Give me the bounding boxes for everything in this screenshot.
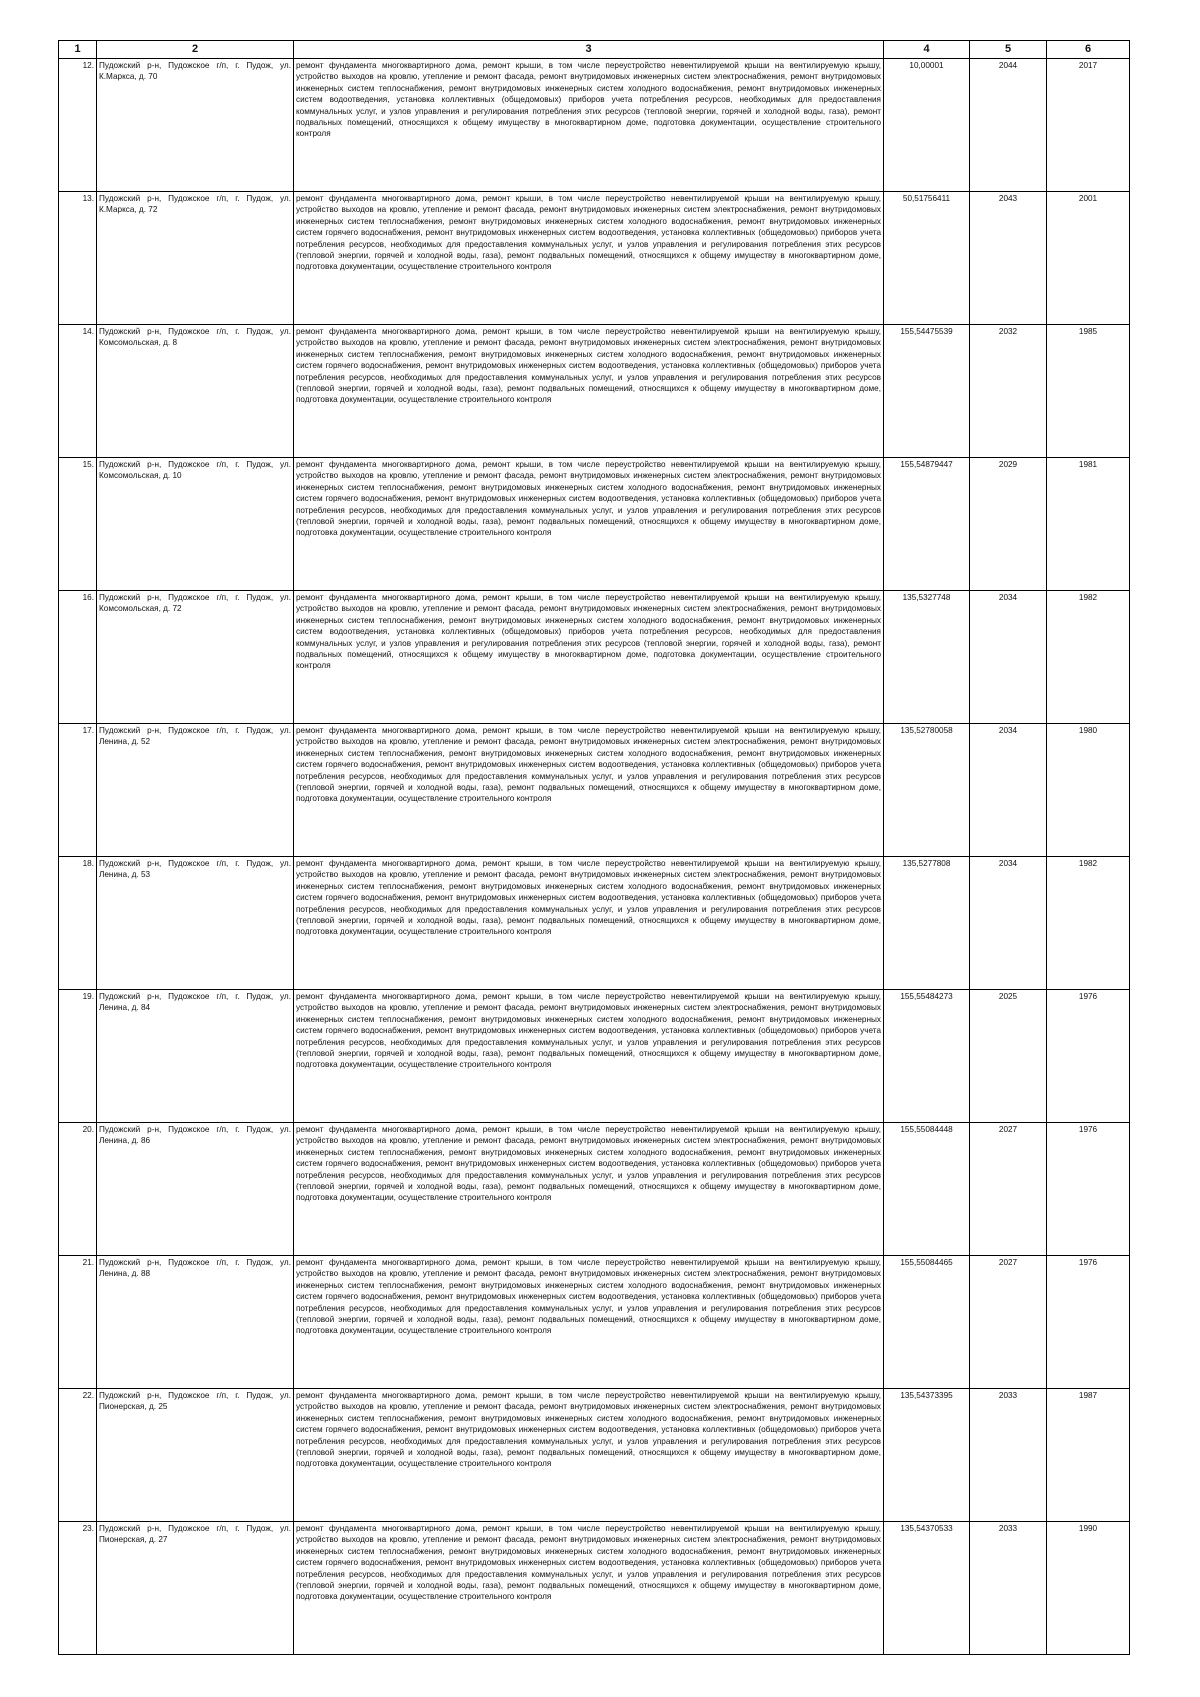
row-number: 13. bbox=[59, 192, 97, 325]
cost-cell: 155,54879447 bbox=[884, 458, 970, 591]
table-row bbox=[59, 1389, 1130, 1522]
plan-year-cell: 2033 bbox=[970, 1522, 1047, 1655]
built-year-cell: 1987 bbox=[1047, 1389, 1130, 1522]
row-number: 18. bbox=[59, 857, 97, 990]
works-cell: ремонт фундамента многоквартирного дома, ремонт крыши, в том числе переустройство невентилируемой крыши на вентилируемую крышу, устройство выходов на кровлю, утепление и ремонт фасада, ремонт внутридомовых инженерных систем электроснабжения, ремонт внутридомовых инженерных систем теплоснабжения, ремонт внутридомовых инженерных систем холодного водоснабжения, ремонт внутридомовых инженерных систем горячего водоснабжения, ремонт внутридомовых инженерных систем водоотведения, установка коллективных (общедомовых) приборов учета потребления ресурсов, необходимых для предоставления коммунальных услуг, и узлов управления и регулирования потребления этих ресурсов (тепловой энергии, горячей и холодной воды, газа), ремонт подвальных помещений, относящихся к общему имуществу в многоквартирном доме, подготовка документации, осуществление строительного контроля bbox=[294, 458, 884, 591]
built-year-cell: 2017 bbox=[1047, 59, 1130, 192]
works-cell: ремонт фундамента многоквартирного дома, ремонт крыши, в том числе переустройство невентилируемой крыши на вентилируемую крышу, устройство выходов на кровлю, утепление и ремонт фасада, ремонт внутридомовых инженерных систем электроснабжения, ремонт внутридомовых инженерных систем теплоснабжения, ремонт внутридомовых инженерных систем холодного водоснабжения, ремонт внутридомовых инженерных систем горячего водоснабжения, ремонт внутридомовых инженерных систем водоотведения, установка коллективных (общедомовых) приборов учета потребления ресурсов, необходимых для предоставления коммунальных услуг, и узлов управления и регулирования потребления этих ресурсов (тепловой энергии, горячей и холодной воды, газа), ремонт подвальных помещений, относящихся к общему имуществу в многоквартирном доме, подготовка документации, осуществление строительного контроля bbox=[294, 1389, 884, 1522]
works-cell: ремонт фундамента многоквартирного дома, ремонт крыши, в том числе переустройство невентилируемой крыши на вентилируемую крышу, устройство выходов на кровлю, утепление и ремонт фасада, ремонт внутридомовых инженерных систем электроснабжения, ремонт внутридомовых инженерных систем теплоснабжения, ремонт внутридомовых инженерных систем холодного водоснабжения, ремонт внутридомовых инженерных систем горячего водоснабжения, ремонт внутридомовых инженерных систем водоотведения, установка коллективных (общедомовых) приборов учета потребления ресурсов, необходимых для предоставления коммунальных услуг, и узлов управления и регулирования потребления этих ресурсов (тепловой энергии, горячей и холодной воды, газа), ремонт подвальных помещений, относящихся к общему имуществу в многоквартирном доме, подготовка документации, осуществление строительного контроля bbox=[294, 1522, 884, 1655]
works-cell: ремонт фундамента многоквартирного дома, ремонт крыши, в том числе переустройство невентилируемой крыши на вентилируемую крышу, устройство выходов на кровлю, утепление и ремонт фасада, ремонт внутридомовых инженерных систем электроснабжения, ремонт внутридомовых инженерных систем теплоснабжения, ремонт внутридомовых инженерных систем холодного водоснабжения, ремонт внутридомовых инженерных систем водоотведения, установка коллективных (общедомовых) приборов учета потребления ресурсов, необходимых для предоставления коммунальных услуг, и узлов управления и регулирования потребления этих ресурсов (тепловой энергии, горячей и холодной воды, газа), ремонт подвальных помещений, относящихся к общему имуществу в многоквартирном доме, подготовка документации, осуществление строительного контроля bbox=[294, 59, 884, 192]
plan-year-cell: 2043 bbox=[970, 192, 1047, 325]
row-number: 12. bbox=[59, 59, 97, 192]
address-cell: Пудожский р-н, Пудожское г/п, г. Пудож, ул. К.Маркса, д. 72 bbox=[97, 192, 294, 325]
col-header-1: 1 bbox=[59, 41, 97, 59]
table-row bbox=[59, 857, 1130, 990]
works-cell: ремонт фундамента многоквартирного дома, ремонт крыши, в том числе переустройство невентилируемой крыши на вентилируемую крышу, устройство выходов на кровлю, утепление и ремонт фасада, ремонт внутридомовых инженерных систем электроснабжения, ремонт внутридомовых инженерных систем теплоснабжения, ремонт внутридомовых инженерных систем холодного водоснабжения, ремонт внутридомовых инженерных систем горячего водоснабжения, ремонт внутридомовых инженерных систем водоотведения, установка коллективных (общедомовых) приборов учета потребления ресурсов, необходимых для предоставления коммунальных услуг, и узлов управления и регулирования потребления этих ресурсов (тепловой энергии, горячей и холодной воды, газа), ремонт подвальных помещений, относящихся к общему имуществу в многоквартирном доме, подготовка документации, осуществление строительного контроля bbox=[294, 325, 884, 458]
built-year-cell: 1990 bbox=[1047, 1522, 1130, 1655]
cost-cell: 155,54475539 bbox=[884, 325, 970, 458]
built-year-cell: 2001 bbox=[1047, 192, 1130, 325]
plan-year-cell: 2029 bbox=[970, 458, 1047, 591]
table-row bbox=[59, 724, 1130, 857]
cost-cell: 50,51756411 bbox=[884, 192, 970, 325]
col-header-5: 5 bbox=[970, 41, 1047, 59]
address-cell: Пудожский р-н, Пудожское г/п, г. Пудож, ул. Пионерская, д. 25 bbox=[97, 1389, 294, 1522]
row-number: 19. bbox=[59, 990, 97, 1123]
cost-cell: 135,52780058 bbox=[884, 724, 970, 857]
address-cell: Пудожский р-н, Пудожское г/п, г. Пудож, ул. Комсомольская, д. 72 bbox=[97, 591, 294, 724]
row-number: 15. bbox=[59, 458, 97, 591]
works-cell: ремонт фундамента многоквартирного дома, ремонт крыши, в том числе переустройство невентилируемой крыши на вентилируемую крышу, устройство выходов на кровлю, утепление и ремонт фасада, ремонт внутридомовых инженерных систем электроснабжения, ремонт внутридомовых инженерных систем теплоснабжения, ремонт внутридомовых инженерных систем холодного водоснабжения, ремонт внутридомовых инженерных систем горячего водоснабжения, ремонт внутридомовых инженерных систем водоотведения, установка коллективных (общедомовых) приборов учета потребления ресурсов, необходимых для предоставления коммунальных услуг, и узлов управления и регулирования потребления этих ресурсов (тепловой энергии, горячей и холодной воды, газа), ремонт подвальных помещений, относящихся к общему имуществу в многоквартирном доме, подготовка документации, осуществление строительного контроля bbox=[294, 724, 884, 857]
address-cell: Пудожский р-н, Пудожское г/п, г. Пудож, ул. Комсомольская, д. 8 bbox=[97, 325, 294, 458]
plan-year-cell: 2025 bbox=[970, 990, 1047, 1123]
row-number: 17. bbox=[59, 724, 97, 857]
address-cell: Пудожский р-н, Пудожское г/п, г. Пудож, ул. К.Маркса, д. 70 bbox=[97, 59, 294, 192]
plan-year-cell: 2044 bbox=[970, 59, 1047, 192]
cost-cell: 10,00001 bbox=[884, 59, 970, 192]
cost-cell: 155,55084448 bbox=[884, 1123, 970, 1256]
built-year-cell: 1980 bbox=[1047, 724, 1130, 857]
cost-cell: 155,55484273 bbox=[884, 990, 970, 1123]
row-number: 16. bbox=[59, 591, 97, 724]
works-cell: ремонт фундамента многоквартирного дома, ремонт крыши, в том числе переустройство невентилируемой крыши на вентилируемую крышу, устройство выходов на кровлю, утепление и ремонт фасада, ремонт внутридомовых инженерных систем электроснабжения, ремонт внутридомовых инженерных систем теплоснабжения, ремонт внутридомовых инженерных систем холодного водоснабжения, ремонт внутридомовых инженерных систем горячего водоснабжения, ремонт внутридомовых инженерных систем водоотведения, установка коллективных (общедомовых) приборов учета потребления ресурсов, необходимых для предоставления коммунальных услуг, и узлов управления и регулирования потребления этих ресурсов (тепловой энергии, горячей и холодной воды, газа), ремонт подвальных помещений, относящихся к общему имуществу в многоквартирном доме, подготовка документации, осуществление строительного контроля bbox=[294, 192, 884, 325]
built-year-cell: 1976 bbox=[1047, 990, 1130, 1123]
table-row bbox=[59, 990, 1130, 1123]
col-header-3: 3 bbox=[294, 41, 884, 59]
plan-year-cell: 2027 bbox=[970, 1256, 1047, 1389]
row-number: 22. bbox=[59, 1389, 97, 1522]
row-number: 14. bbox=[59, 325, 97, 458]
works-cell: ремонт фундамента многоквартирного дома, ремонт крыши, в том числе переустройство невентилируемой крыши на вентилируемую крышу, устройство выходов на кровлю, утепление и ремонт фасада, ремонт внутридомовых инженерных систем электроснабжения, ремонт внутридомовых инженерных систем теплоснабжения, ремонт внутридомовых инженерных систем холодного водоснабжения, ремонт внутридомовых инженерных систем горячего водоснабжения, ремонт внутридомовых инженерных систем водоотведения, установка коллективных (общедомовых) приборов учета потребления ресурсов, необходимых для предоставления коммунальных услуг, и узлов управления и регулирования потребления этих ресурсов (тепловой энергии, горячей и холодной воды, газа), ремонт подвальных помещений, относящихся к общему имуществу в многоквартирном доме, подготовка документации, осуществление строительного контроля bbox=[294, 1256, 884, 1389]
address-cell: Пудожский р-н, Пудожское г/п, г. Пудож, ул. Ленина, д. 53 bbox=[97, 857, 294, 990]
plan-year-cell: 2034 bbox=[970, 591, 1047, 724]
works-cell: ремонт фундамента многоквартирного дома, ремонт крыши, в том числе переустройство невентилируемой крыши на вентилируемую крышу, устройство выходов на кровлю, утепление и ремонт фасада, ремонт внутридомовых инженерных систем электроснабжения, ремонт внутридомовых инженерных систем теплоснабжения, ремонт внутридомовых инженерных систем холодного водоснабжения, ремонт внутридомовых инженерных систем водоотведения, установка коллективных (общедомовых) приборов учета потребления ресурсов, необходимых для предоставления коммунальных услуг, и узлов управления и регулирования потребления этих ресурсов (тепловой энергии, горячей и холодной воды, газа), ремонт подвальных помещений, относящихся к общему имуществу в многоквартирном доме, подготовка документации, осуществление строительного контроля bbox=[294, 591, 884, 724]
built-year-cell: 1982 bbox=[1047, 857, 1130, 990]
table-row bbox=[59, 1256, 1130, 1389]
header-row bbox=[59, 41, 1130, 59]
table-row bbox=[59, 1123, 1130, 1256]
plan-year-cell: 2027 bbox=[970, 1123, 1047, 1256]
built-year-cell: 1982 bbox=[1047, 591, 1130, 724]
works-cell: ремонт фундамента многоквартирного дома, ремонт крыши, в том числе переустройство невентилируемой крыши на вентилируемую крышу, устройство выходов на кровлю, утепление и ремонт фасада, ремонт внутридомовых инженерных систем электроснабжения, ремонт внутридомовых инженерных систем теплоснабжения, ремонт внутридомовых инженерных систем холодного водоснабжения, ремонт внутридомовых инженерных систем горячего водоснабжения, ремонт внутридомовых инженерных систем водоотведения, установка коллективных (общедомовых) приборов учета потребления ресурсов, необходимых для предоставления коммунальных услуг, и узлов управления и регулирования потребления этих ресурсов (тепловой энергии, горячей и холодной воды, газа), ремонт подвальных помещений, относящихся к общему имуществу в многоквартирном доме, подготовка документации, осуществление строительного контроля bbox=[294, 1123, 884, 1256]
cost-cell: 135,54370533 bbox=[884, 1522, 970, 1655]
row-number: 21. bbox=[59, 1256, 97, 1389]
table-row bbox=[59, 59, 1130, 192]
built-year-cell: 1985 bbox=[1047, 325, 1130, 458]
table-row bbox=[59, 192, 1130, 325]
address-cell: Пудожский р-н, Пудожское г/п, г. Пудож, ул. Пионерская, д. 27 bbox=[97, 1522, 294, 1655]
plan-year-cell: 2034 bbox=[970, 857, 1047, 990]
cost-cell: 135,54373395 bbox=[884, 1389, 970, 1522]
works-cell: ремонт фундамента многоквартирного дома, ремонт крыши, в том числе переустройство невентилируемой крыши на вентилируемую крышу, устройство выходов на кровлю, утепление и ремонт фасада, ремонт внутридомовых инженерных систем электроснабжения, ремонт внутридомовых инженерных систем теплоснабжения, ремонт внутридомовых инженерных систем холодного водоснабжения, ремонт внутридомовых инженерных систем горячего водоснабжения, ремонт внутридомовых инженерных систем водоотведения, установка коллективных (общедомовых) приборов учета потребления ресурсов, необходимых для предоставления коммунальных услуг, и узлов управления и регулирования потребления этих ресурсов (тепловой энергии, горячей и холодной воды, газа), ремонт подвальных помещений, относящихся к общему имуществу в многоквартирном доме, подготовка документации, осуществление строительного контроля bbox=[294, 990, 884, 1123]
table-row bbox=[59, 591, 1130, 724]
cost-cell: 135,5277808 bbox=[884, 857, 970, 990]
table-row bbox=[59, 1522, 1130, 1655]
address-cell: Пудожский р-н, Пудожское г/п, г. Пудож, ул. Комсомольская, д. 10 bbox=[97, 458, 294, 591]
built-year-cell: 1981 bbox=[1047, 458, 1130, 591]
plan-year-cell: 2034 bbox=[970, 724, 1047, 857]
address-cell: Пудожский р-н, Пудожское г/п, г. Пудож, ул. Ленина, д. 88 bbox=[97, 1256, 294, 1389]
row-number: 20. bbox=[59, 1123, 97, 1256]
plan-year-cell: 2033 bbox=[970, 1389, 1047, 1522]
address-cell: Пудожский р-н, Пудожское г/п, г. Пудож, ул. Ленина, д. 86 bbox=[97, 1123, 294, 1256]
table-row bbox=[59, 325, 1130, 458]
table-row bbox=[59, 458, 1130, 591]
col-header-6: 6 bbox=[1047, 41, 1130, 59]
cost-cell: 155,55084465 bbox=[884, 1256, 970, 1389]
built-year-cell: 1976 bbox=[1047, 1256, 1130, 1389]
cost-cell: 135,5327748 bbox=[884, 591, 970, 724]
works-cell: ремонт фундамента многоквартирного дома, ремонт крыши, в том числе переустройство невентилируемой крыши на вентилируемую крышу, устройство выходов на кровлю, утепление и ремонт фасада, ремонт внутридомовых инженерных систем электроснабжения, ремонт внутридомовых инженерных систем теплоснабжения, ремонт внутридомовых инженерных систем холодного водоснабжения, ремонт внутридомовых инженерных систем горячего водоснабжения, ремонт внутридомовых инженерных систем водоотведения, установка коллективных (общедомовых) приборов учета потребления ресурсов, необходимых для предоставления коммунальных услуг, и узлов управления и регулирования потребления этих ресурсов (тепловой энергии, горячей и холодной воды, газа), ремонт подвальных помещений, относящихся к общему имуществу в многоквартирном доме, подготовка документации, осуществление строительного контроля bbox=[294, 857, 884, 990]
registry-table bbox=[58, 40, 1130, 1655]
table-header bbox=[59, 41, 1130, 59]
table-body bbox=[59, 59, 1130, 1655]
plan-year-cell: 2032 bbox=[970, 325, 1047, 458]
address-cell: Пудожский р-н, Пудожское г/п, г. Пудож, ул. Ленина, д. 52 bbox=[97, 724, 294, 857]
col-header-2: 2 bbox=[97, 41, 294, 59]
col-header-4: 4 bbox=[884, 41, 970, 59]
address-cell: Пудожский р-н, Пудожское г/п, г. Пудож, ул. Ленина, д. 84 bbox=[97, 990, 294, 1123]
built-year-cell: 1976 bbox=[1047, 1123, 1130, 1256]
row-number: 23. bbox=[59, 1522, 97, 1655]
